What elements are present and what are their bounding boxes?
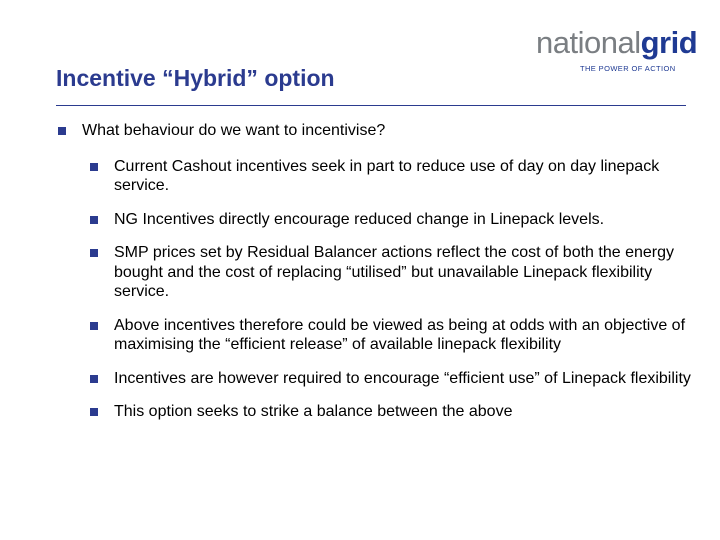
- slide-title: Incentive “Hybrid” option: [56, 65, 335, 91]
- slide-content: [56, 121, 696, 436]
- sub-bullet-text: SMP prices set by Residual Balancer actions reflect the cost of both the energy bought and the cost of replacing “utilised” but unavailable Linepack flexibility service.: [114, 244, 674, 300]
- sub-bullet-text: Incentives are however required to encourage “efficient use” of Linepack flexibility: [114, 369, 691, 387]
- main-bullet-text: What behaviour do we want to incentivise?: [82, 122, 386, 139]
- square-bullet-icon: [90, 408, 98, 416]
- sub-bullet-point: [88, 402, 696, 422]
- sub-bullet-point: [88, 157, 696, 196]
- logo-wordmark: [536, 26, 697, 60]
- sub-bullet-text: Above incentives therefore could be viewed as being at odds with an objective of maximising the “efficient release” of available linepack flexibility: [114, 316, 686, 353]
- title-divider: [56, 105, 686, 106]
- logo-word-national: national: [536, 25, 641, 60]
- logo-word-grid: grid: [640, 25, 698, 60]
- sub-bullet-point: [88, 369, 696, 389]
- sub-bullet-point: [88, 316, 696, 355]
- sub-bullet-point: [88, 210, 696, 230]
- sub-bullet-text: NG Incentives directly encourage reduced change in Linepack levels.: [114, 210, 605, 228]
- sub-bullet-point: [88, 243, 696, 302]
- square-bullet-icon: [90, 216, 98, 224]
- square-bullet-icon: [90, 249, 98, 257]
- national-grid-logo: [536, 25, 698, 78]
- sub-bullet-text: This option seeks to strike a balance between the above: [114, 403, 513, 420]
- square-bullet-icon: [58, 127, 66, 135]
- square-bullet-icon: [90, 322, 98, 330]
- square-bullet-icon: [90, 375, 98, 383]
- square-bullet-icon: [90, 163, 98, 171]
- main-bullet-point: [56, 121, 696, 141]
- logo-tagline: THE POWER OF ACTION: [580, 64, 676, 73]
- sub-bullet-text: Current Cashout incentives seek in part to reduce use of day on day linepack service.: [114, 157, 660, 194]
